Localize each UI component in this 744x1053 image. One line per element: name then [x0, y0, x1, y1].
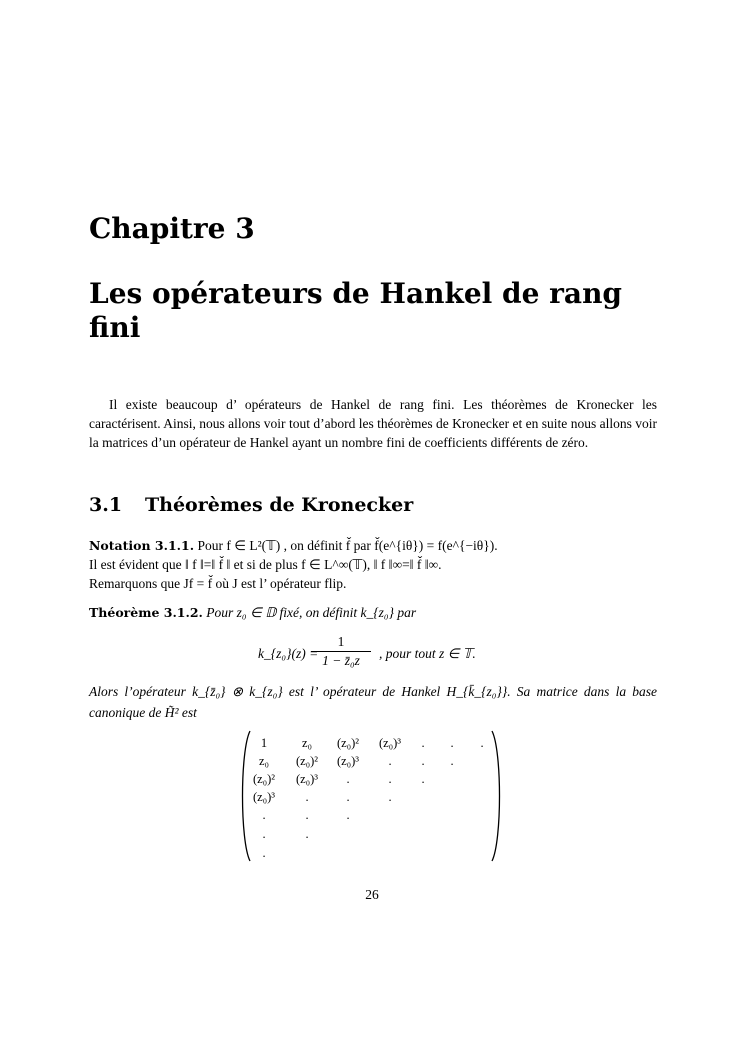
fraction-denominator: 1 − z̄₀z	[322, 653, 360, 668]
notation-line-3: Remarquons que Jf = f̌ où J est l’ opérateur flip.	[89, 576, 347, 591]
matrix-cell: (z₀)³	[296, 772, 318, 786]
matrix-cell: .	[262, 827, 266, 841]
chapter-number: Chapitre 3	[89, 212, 255, 245]
matrix-cell: (z₀)³	[337, 754, 359, 768]
section-title: Théorèmes de Kronecker	[145, 494, 414, 516]
intro-paragraph: Il existe beaucoup d’ opérateurs de Hankel de rang fini. Les théorèmes de Kronecker les caractérisent. Ainsi, nous allons voir tout d’abord les théorèmes de Kronecker et en suite nous allons voir la matrices d’un opérateur de Hankel ayant un nombre fini de coefficients différents de zéro.	[89, 397, 657, 450]
matrix-cell: .	[388, 772, 392, 786]
matrix-cell: .	[305, 827, 309, 841]
notation-block	[89, 536, 664, 593]
formula-fraction	[311, 633, 371, 670]
matrix-brackets	[240, 729, 502, 863]
matrix-cell: .	[346, 772, 350, 786]
section-number: 3.1	[89, 494, 123, 516]
formula-condition: , pour tout z ∈ 𝕋.	[379, 646, 476, 661]
matrix-cell: .	[262, 808, 266, 822]
matrix-cell: .	[262, 846, 266, 860]
matrix-cell: (z₀)³	[379, 736, 401, 750]
matrix-cell: (z₀)²	[253, 772, 275, 786]
matrix-cell: .	[305, 790, 309, 804]
matrix-cell: .	[421, 736, 425, 750]
notation-head: Notation 3.1.1.	[89, 538, 195, 553]
matrix-cell: .	[388, 790, 392, 804]
theorem-statement: Pour z₀ ∈ 𝔻 fixé, on définit k_{z₀} par	[206, 605, 417, 620]
notation-line-text: Pour f ∈ L²(𝕋) , on définit f̌ par f̌(e^{iθ}) = f(e^{−iθ}).	[197, 538, 498, 553]
theorem-block	[89, 603, 416, 622]
theorem-head: Théorème 3.1.2.	[89, 605, 203, 620]
matrix-cell: .	[421, 754, 425, 768]
formula-lhs: k_{z₀}(z) =	[258, 646, 319, 661]
matrix-cell: 1	[260, 736, 268, 750]
page-number: 26	[365, 887, 379, 902]
theorem-continuation: Alors l’opérateur k_{z̄₀} ⊗ k_{z₀} est l’ opérateur de Hankel H_{k̄_{z₀}}. Sa matrice dans la base canonique de H̃² est	[89, 684, 657, 720]
notation-line-1	[89, 536, 664, 555]
matrix-cell: .	[450, 754, 454, 768]
chapter-title: Les opérateurs de Hankel de rang fini	[89, 277, 623, 344]
left-bracket	[243, 731, 251, 861]
section-heading	[89, 493, 413, 517]
matrix-cell: z₀	[302, 736, 312, 750]
matrix-cell: .	[346, 808, 350, 822]
matrix-cell: .	[346, 790, 350, 804]
matrix-cell: .	[388, 754, 392, 768]
matrix-cell: .	[421, 772, 425, 786]
matrix-cell: (z₀)³	[253, 790, 275, 804]
notation-line-2: Il est évident que ‖ f ‖=‖ f̌ ‖ et si de plus f ∈ L^∞(𝕋), ‖ f ‖∞=‖ f̌ ‖∞.	[89, 557, 442, 572]
fraction-numerator: 1	[337, 634, 345, 649]
matrix-cell: (z₀)²	[337, 736, 359, 750]
right-bracket	[492, 731, 500, 861]
hankel-matrix	[240, 729, 502, 863]
matrix-cell: .	[305, 808, 309, 822]
matrix-cell: .	[480, 736, 484, 750]
matrix-cell: (z₀)²	[296, 754, 318, 768]
matrix-cell: .	[450, 736, 454, 750]
matrix-cell: z₀	[259, 754, 269, 768]
